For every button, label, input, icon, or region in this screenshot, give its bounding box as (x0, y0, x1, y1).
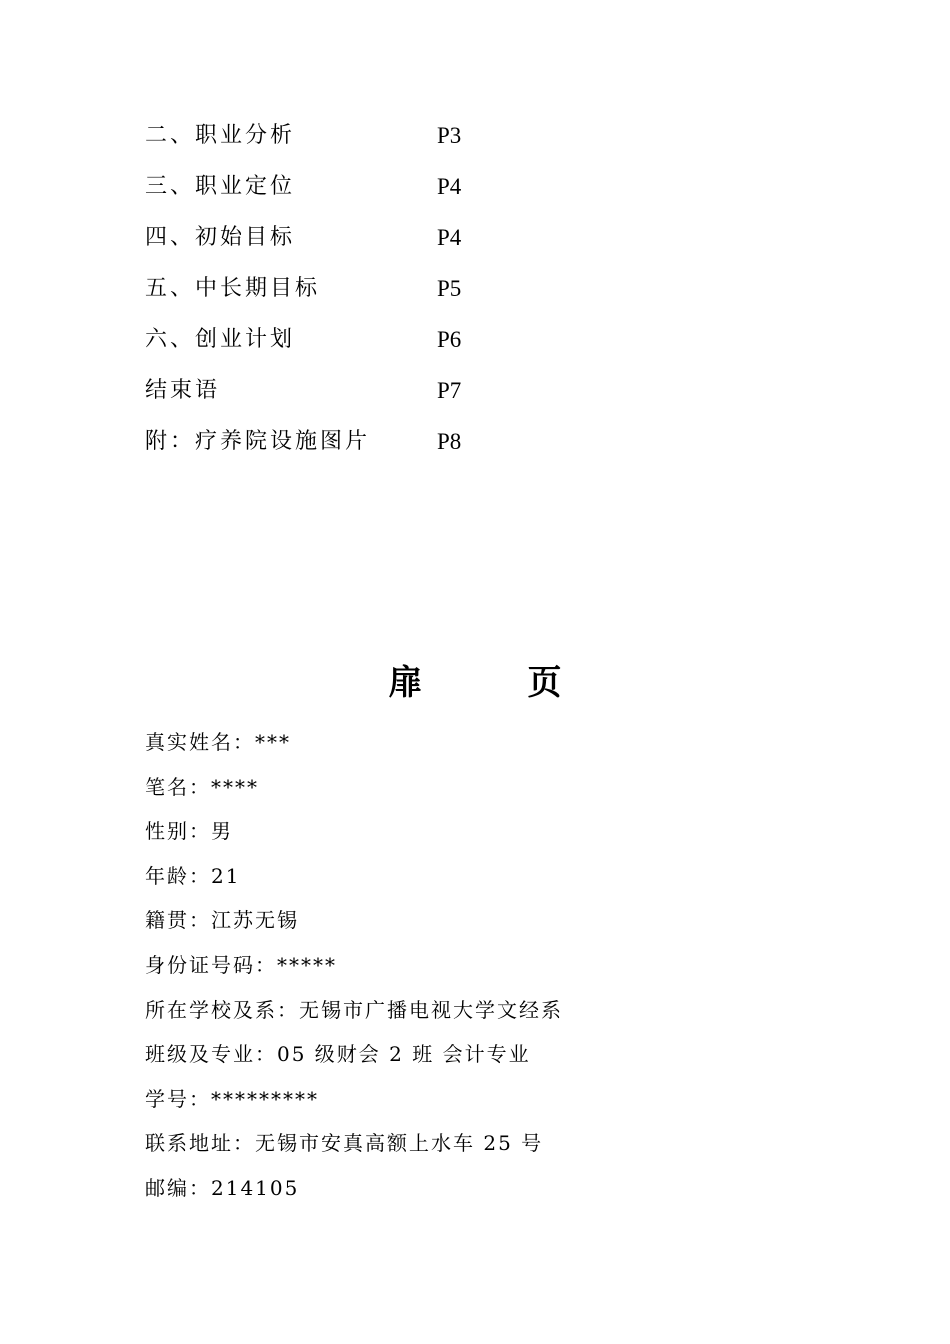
info-item-student-number (145, 1081, 845, 1126)
toc-entry-title: 六、创业计划 (145, 327, 296, 352)
info-value: 男 (211, 819, 233, 844)
toc-entry-page: P8 (437, 429, 462, 454)
info-value: *** (255, 730, 291, 754)
info-value: 无锡市安真高额上水车 25 号 (255, 1131, 544, 1156)
info-value: 05 级财会 2 班 会计专业 (277, 1042, 531, 1067)
info-item-real-name (145, 724, 845, 769)
toc-entry-title: 三、职业定位 (145, 174, 296, 199)
info-label: 所在学校及系： (145, 997, 299, 1022)
flyleaf-heading (0, 660, 950, 706)
info-label: 联系地址： (145, 1131, 255, 1156)
toc-entry-title: 附：疗养院设施图片 (145, 429, 371, 454)
table-of-contents (145, 116, 645, 473)
info-value: 江苏无锡 (211, 908, 299, 933)
info-item-age (145, 858, 845, 903)
toc-entry-page: P6 (437, 327, 462, 352)
info-label: 笔名： (145, 774, 211, 799)
info-value: **** (211, 774, 259, 799)
toc-entry (145, 218, 645, 269)
toc-entry (145, 422, 645, 473)
toc-entry (145, 320, 645, 371)
toc-entry (145, 269, 645, 320)
info-label: 性别： (145, 819, 211, 844)
info-label: 真实姓名： (145, 730, 255, 754)
info-value: 21 (211, 863, 241, 888)
toc-entry-title: 二、职业分析 (145, 123, 296, 148)
info-item-address (145, 1125, 845, 1170)
info-item-gender (145, 813, 845, 858)
info-label: 邮编： (145, 1175, 211, 1200)
toc-entry-title: 五、中长期目标 (145, 276, 321, 301)
toc-entry-page: P4 (437, 225, 462, 250)
toc-entry (145, 116, 645, 167)
toc-entry (145, 167, 645, 218)
personal-info-list (145, 724, 845, 1215)
toc-entry-title: 结束语 (145, 378, 221, 403)
flyleaf-heading-char: 扉 (388, 663, 423, 703)
info-value: 214105 (211, 1175, 300, 1200)
info-label: 班级及专业： (145, 1042, 277, 1067)
info-item-hometown (145, 902, 845, 947)
info-item-postcode (145, 1170, 845, 1215)
info-value: ********* (211, 1086, 319, 1111)
info-label: 年龄： (145, 863, 211, 888)
info-value: 无锡市广播电视大学文经系 (299, 997, 563, 1022)
info-value: ***** (277, 952, 337, 977)
info-item-class-major (145, 1036, 845, 1081)
toc-entry-title: 四、初始目标 (145, 225, 296, 250)
info-item-id-number (145, 947, 845, 992)
info-label: 学号： (145, 1086, 211, 1111)
info-item-school (145, 992, 845, 1037)
toc-entry-page: P5 (437, 276, 462, 301)
info-item-pen-name (145, 769, 845, 814)
toc-entry-page: P3 (437, 123, 462, 148)
toc-entry (145, 371, 645, 422)
flyleaf-heading-char: 页 (527, 663, 562, 703)
toc-entry-page: P7 (437, 378, 462, 403)
toc-entry-page: P4 (437, 174, 462, 199)
info-label: 籍贯： (145, 908, 211, 933)
info-label: 身份证号码： (145, 952, 277, 977)
